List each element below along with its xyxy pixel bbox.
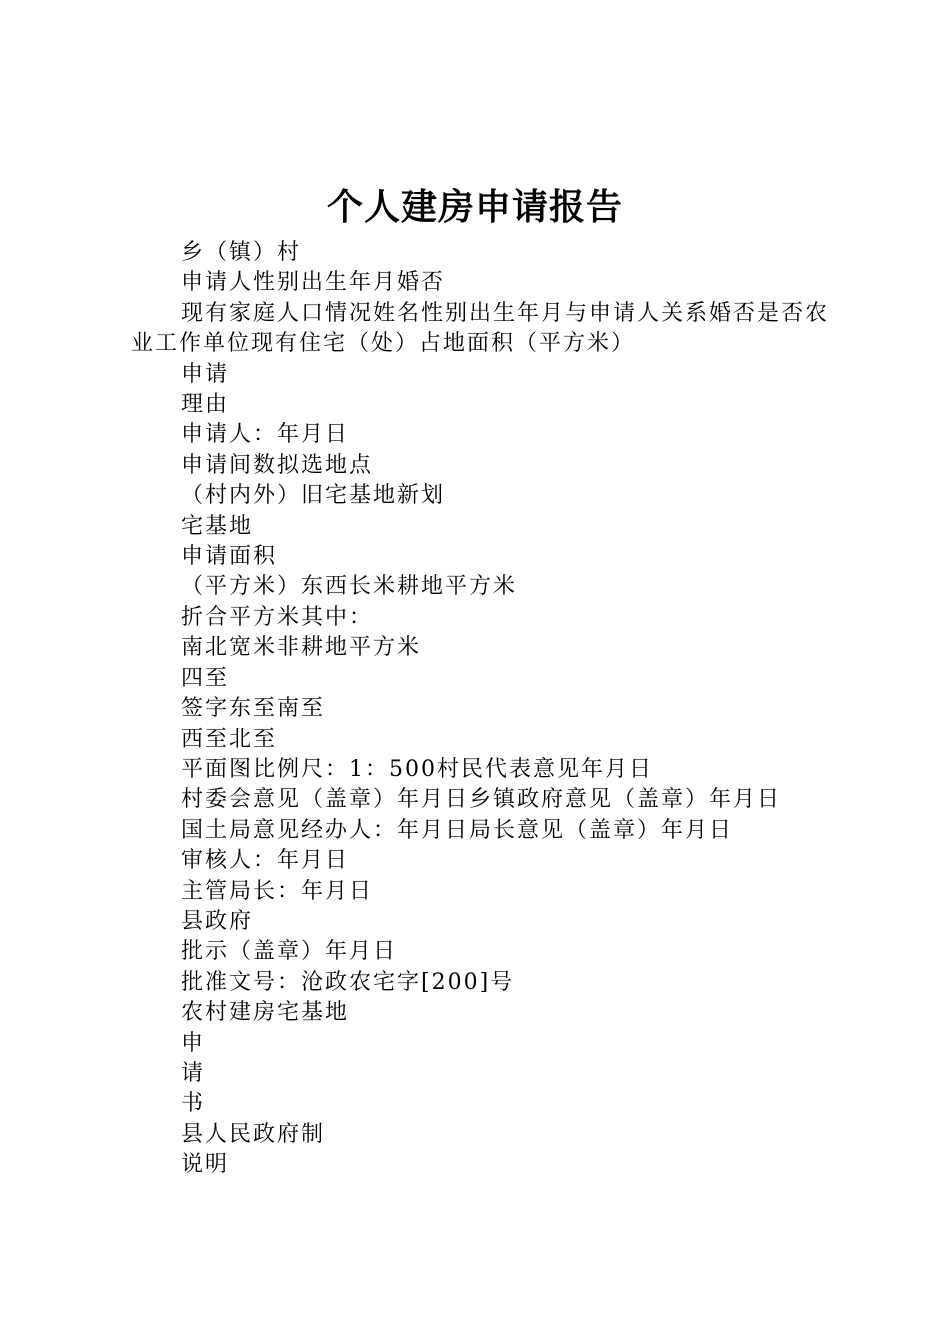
paragraph-plan-scale: 平面图比例尺：1：500村民代表意见年月日 bbox=[181, 756, 653, 782]
paragraph-old-new-site: （村内外）旧宅基地新划 bbox=[181, 483, 446, 509]
paragraph-land-bureau-opinion: 国土局意见经办人：年月日局长意见（盖章）年月日 bbox=[181, 817, 734, 843]
paragraph-township-village: 乡（镇）村 bbox=[181, 240, 302, 265]
document-title: 个人建房申请报告 bbox=[326, 186, 623, 228]
paragraph-reviewer: 审核人：年月日 bbox=[181, 848, 350, 874]
paragraph-family-info: 现有家庭人口情况姓名性别出生年月与申请人关系婚否是否农业工作单位现有住宅（处）占地面积（平方米） bbox=[131, 300, 830, 357]
paragraph-char-qing: 请 bbox=[181, 1060, 206, 1086]
document-body bbox=[131, 238, 851, 1181]
paragraph-rural-homestead: 农村建房宅基地 bbox=[181, 1000, 350, 1026]
paragraph-explanation: 说明 bbox=[181, 1152, 230, 1178]
paragraph-west-north: 西至北至 bbox=[181, 726, 278, 752]
paragraph-apply: 申请 bbox=[181, 361, 230, 387]
paragraph-converted-area: 折合平方米其中： bbox=[181, 604, 374, 630]
paragraph-issuer: 县人民政府制 bbox=[181, 1121, 326, 1147]
paragraph-apply-area: 申请面积 bbox=[181, 544, 278, 570]
paragraph-county-government: 县政府 bbox=[181, 908, 254, 934]
paragraph-approval-number: 批准文号：沧政农宅字[200]号 bbox=[181, 969, 515, 995]
paragraph-approval: 批示（盖章）年月日 bbox=[181, 939, 398, 965]
paragraph-applicant-info: 申请人性别出生年月婚否 bbox=[181, 270, 446, 296]
paragraph-sign-east-south: 签字东至南至 bbox=[181, 696, 326, 722]
paragraph-boundaries: 四至 bbox=[181, 665, 230, 691]
paragraph-char-shen: 申 bbox=[181, 1030, 206, 1056]
paragraph-rooms-location: 申请间数拟选地点 bbox=[181, 452, 374, 478]
paragraph-east-west: （平方米）东西长米耕地平方米 bbox=[181, 574, 518, 600]
paragraph-char-shu: 书 bbox=[181, 1091, 206, 1117]
paragraph-director: 主管局长：年月日 bbox=[181, 878, 374, 904]
paragraph-north-south: 南北宽米非耕地平方米 bbox=[181, 635, 422, 661]
paragraph-committee-opinion: 村委会意见（盖章）年月日乡镇政府意见（盖章）年月日 bbox=[181, 787, 782, 813]
paragraph-homestead: 宅基地 bbox=[181, 513, 254, 539]
paragraph-reason: 理由 bbox=[181, 392, 230, 418]
paragraph-applicant-date: 申请人：年月日 bbox=[181, 422, 350, 448]
